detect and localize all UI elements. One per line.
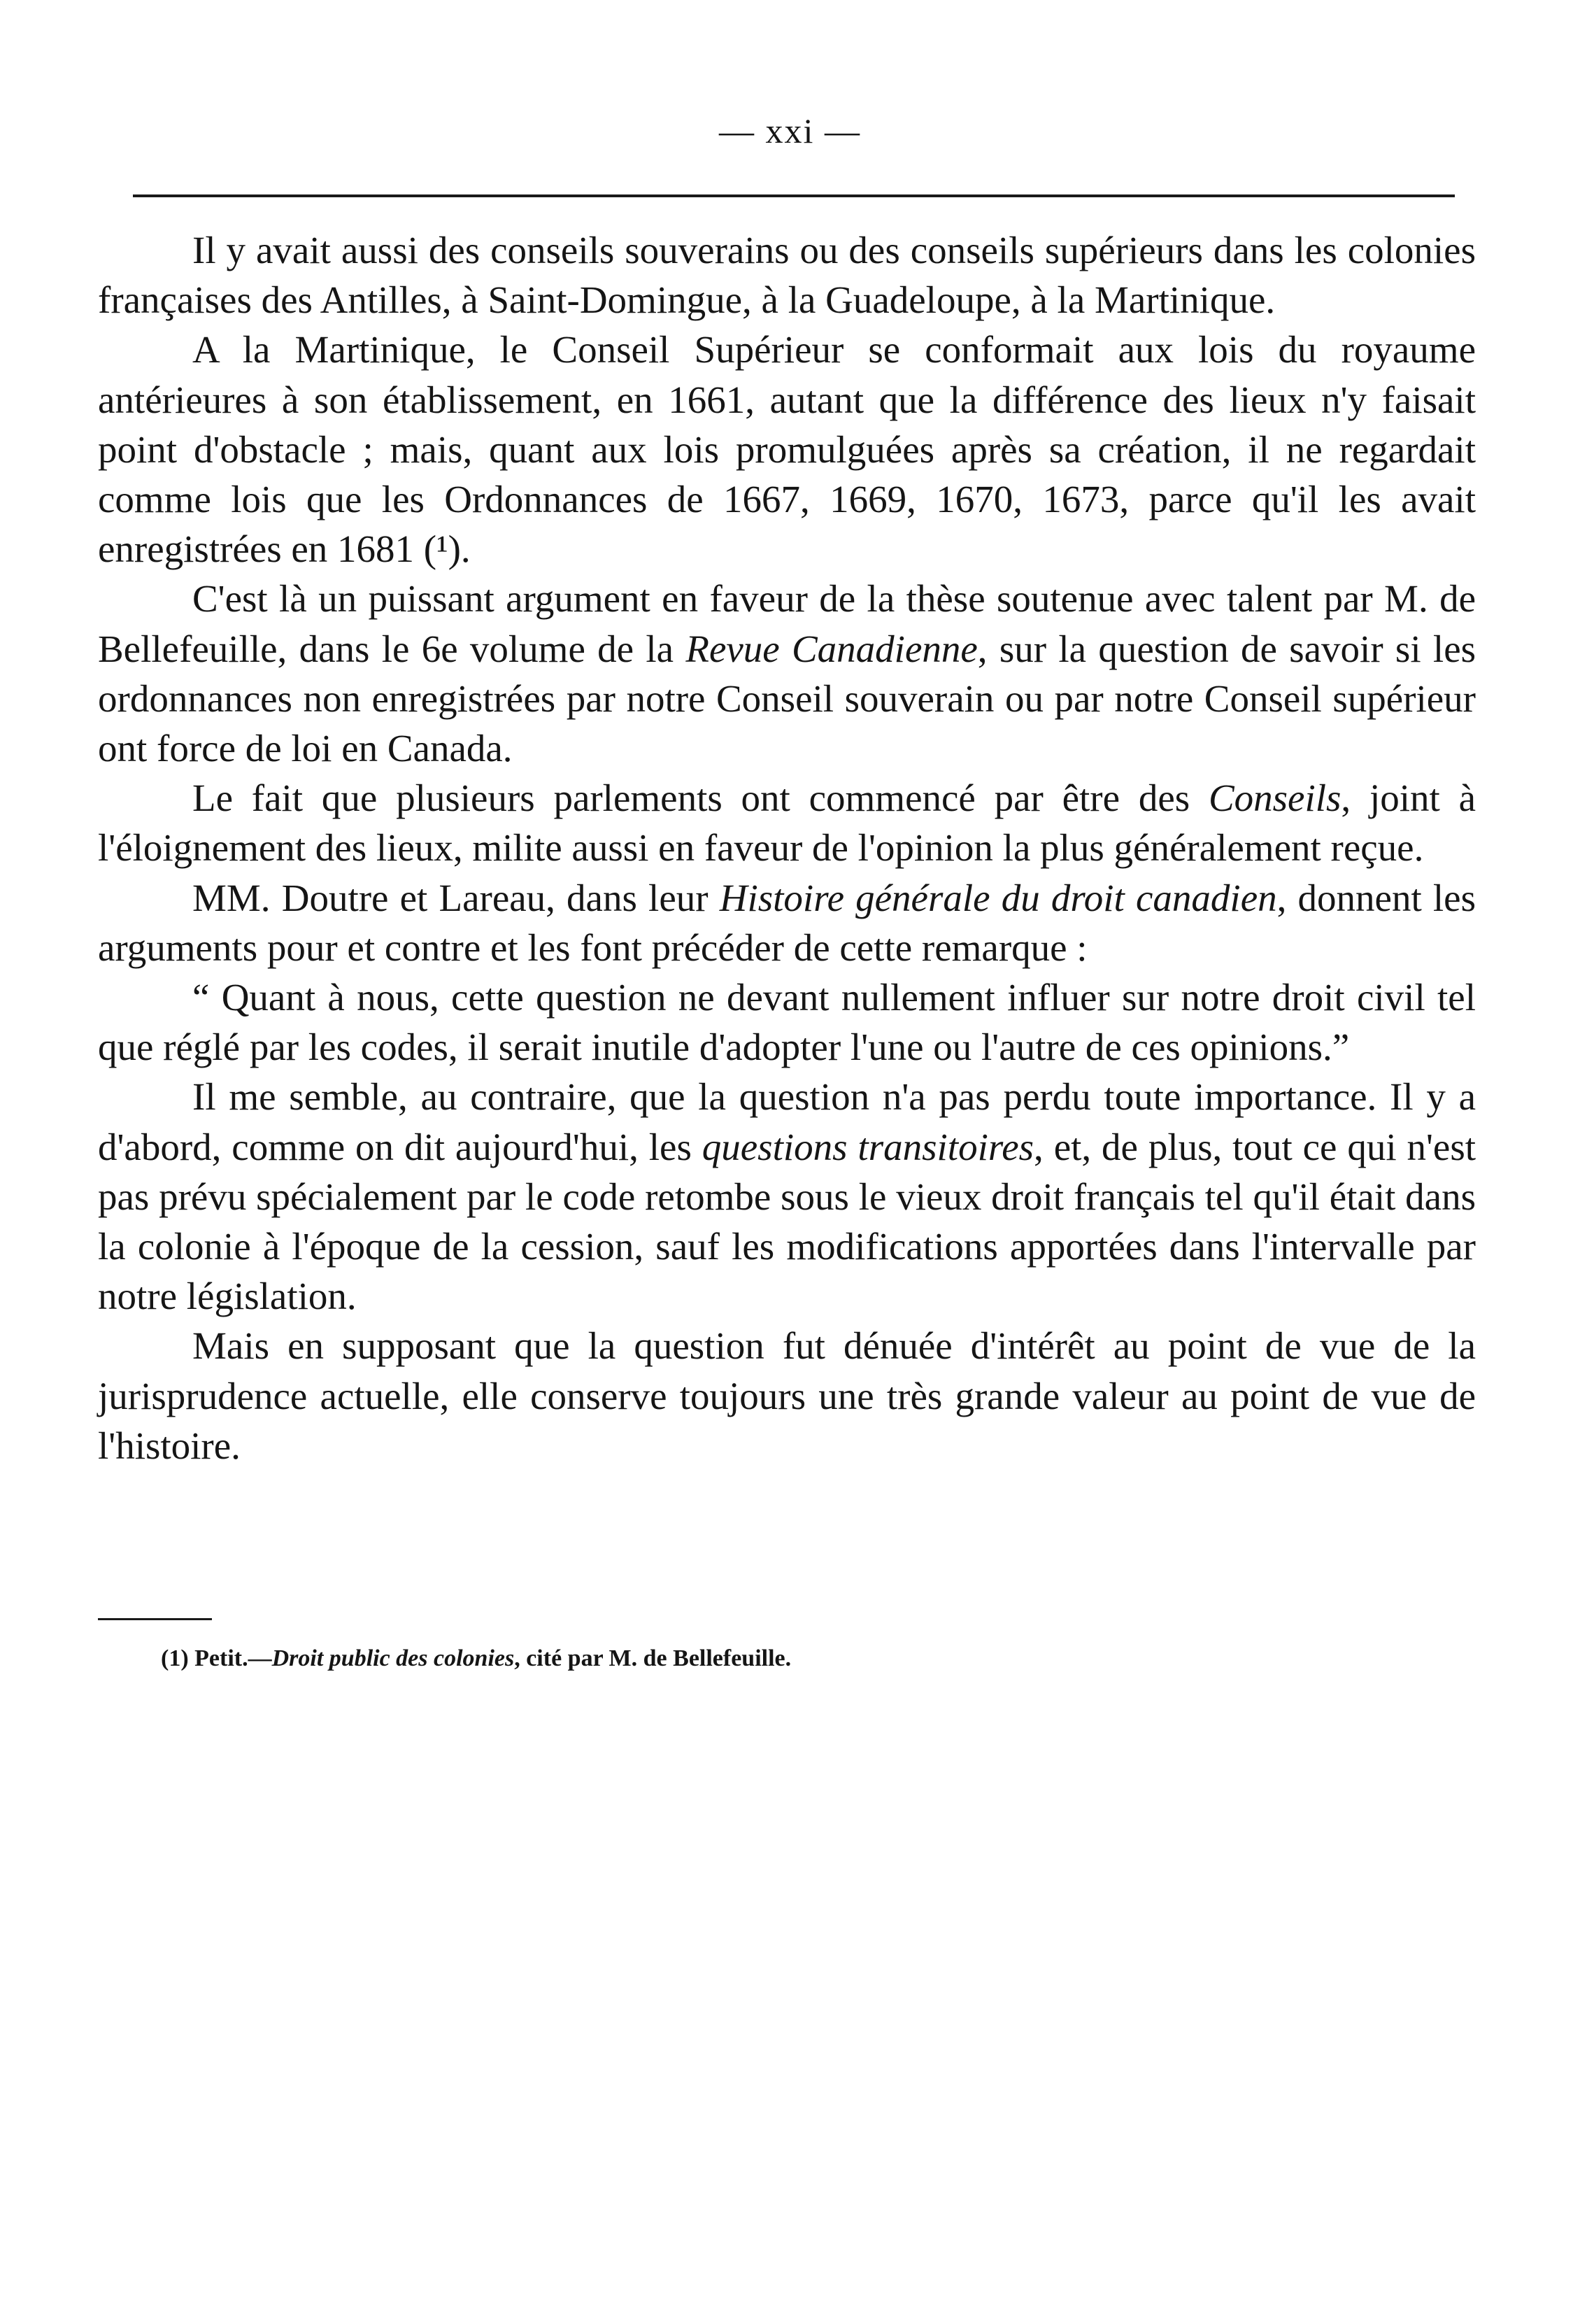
paragraph-8 [98, 1321, 1476, 1471]
footnote-author: Petit. [194, 1645, 248, 1671]
header-rule [133, 194, 1455, 197]
text-run: , sur la question de savoir si les ordonnances non enregistrées par notre Conseil souverain ou par notre Conseil supérieur ont force de loi en Canada. [98, 627, 1476, 770]
text-run: Le fait que plusieurs parlements ont commencé par être des [192, 777, 1209, 820]
footnote-marker: (1) [161, 1645, 189, 1671]
footnote: (1) Petit.—Droit public des colonies, cité par M. de Bellefeuille. [161, 1645, 792, 1671]
italic-title: Histoire générale du droit canadien [719, 876, 1277, 919]
text-run: A la Martinique, le Conseil Supérieur se conformait aux lois du royaume antérieures à son établissement, en 1661, autant que la différence des lieux n'y faisait point d'obstacle ; mais, quant aux lois promulguées après sa création, il ne regardait comme lois que les Ordonnances de 1667, 1669, 1670, 1673, parce qu'il les avait enregistrées en 1681 (¹). [98, 328, 1476, 571]
paragraph-3 [98, 574, 1476, 773]
text-run: , et, de plus, tout ce qui n'est pas prévu spécialement par le code retombe sous le vieux droit français tel qu'il était dans la colonie à l'époque de la cession, sauf les modifications apportées dans l'intervalle par notre législation. [98, 1125, 1476, 1318]
text-run: Il y avait aussi des conseils souverains ou des conseils supérieurs dans les colonies françaises des Antilles, à Saint-Domingue, à la Guadeloupe, à la Martinique. [98, 229, 1476, 322]
text-run: , joint à l'éloignement des lieux, milite aussi en faveur de l'opinion la plus généralement reçue. [98, 777, 1476, 870]
paragraph-2 [98, 325, 1476, 574]
text-run: C'est là un puissant argument en faveur de la thèse soutenue avec talent par M. de Bellefeuille, dans le 6e volume de la [98, 577, 1476, 670]
paragraph-7 [98, 1072, 1476, 1321]
footnote-rule [98, 1618, 212, 1620]
italic-title: Conseils [1208, 777, 1341, 820]
footnote-work-title: Droit public des colonies [271, 1645, 515, 1671]
footnote-citation: , cité par M. de Bellefeuille. [514, 1645, 792, 1671]
paragraph-4 [98, 773, 1476, 872]
text-run: Il me semble, au contraire, que la question n'a pas perdu toute importance. Il y a d'abord, comme on dit aujourd'hui, les [98, 1075, 1476, 1168]
paragraph-5 [98, 873, 1476, 972]
italic-title: Revue Canadienne [685, 627, 978, 670]
italic-title: questions transitoires [702, 1125, 1034, 1168]
paragraph-6 [98, 972, 1476, 1072]
page-number-header: — xxi — [719, 111, 861, 150]
text-run: Mais en supposant que la question fut dénuée d'intérêt au point de vue de la jurisprudence actuelle, elle conserve toujours une très grande valeur au point de vue de l'histoire. [98, 1324, 1476, 1467]
text-run: MM. Doutre et Lareau, dans leur [192, 876, 720, 919]
text-run: , donnent les arguments pour et contre et les font précéder de cette remarque : [98, 876, 1476, 969]
body-text [98, 225, 1476, 1471]
paragraph-1 [98, 225, 1476, 325]
text-run: “ Quant à nous, cette question ne devant nullement influer sur notre droit civil tel que réglé par les codes, il serait inutile d'adopter l'une ou l'autre de ces opinions.” [98, 976, 1476, 1069]
